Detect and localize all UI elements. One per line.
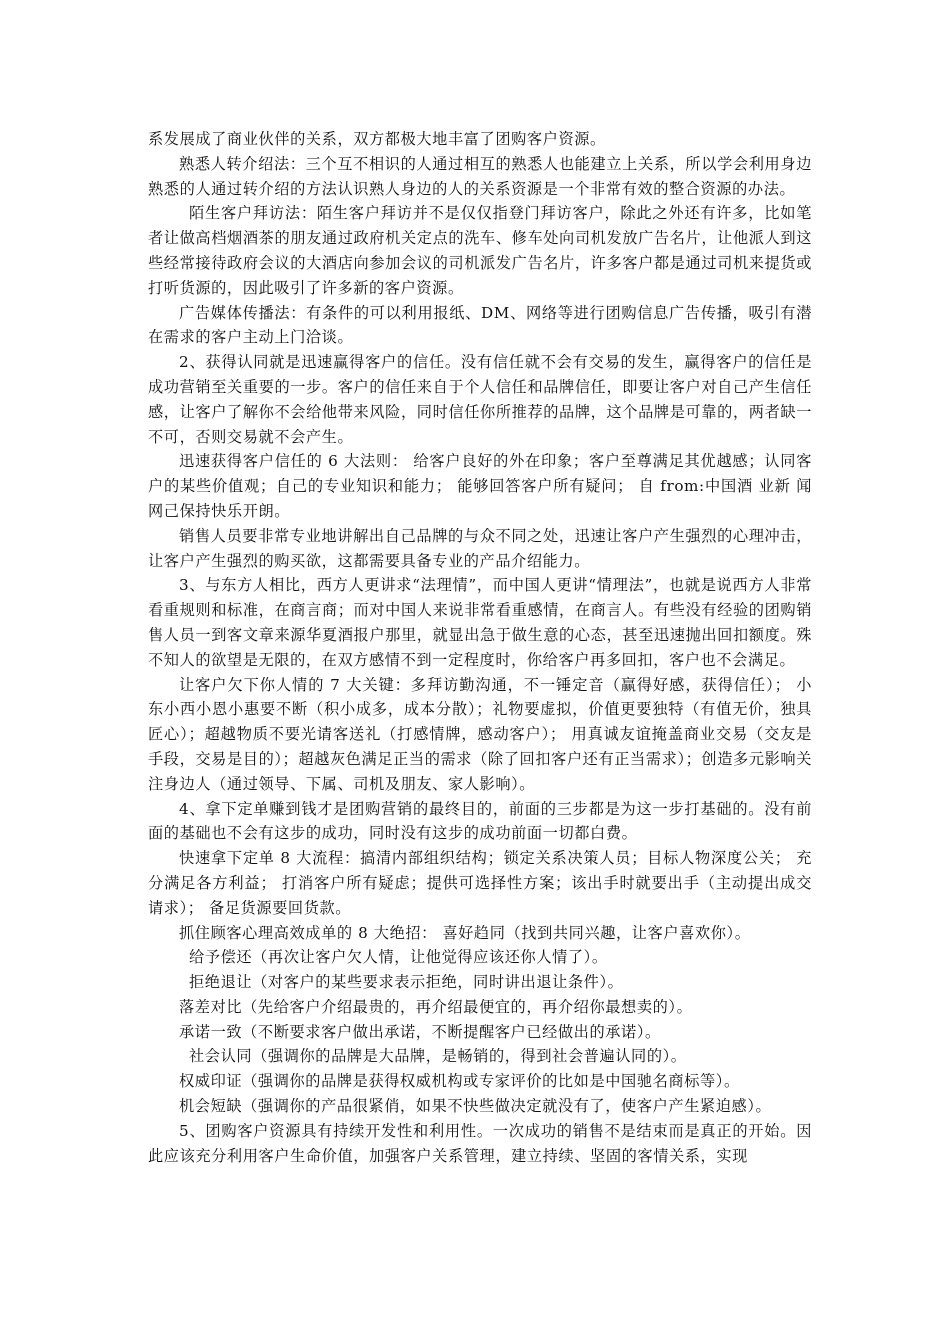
- paragraph: 熟悉人转介绍法：三个互不相识的人通过相互的熟悉人也能建立上关系，所以学会利用身边熟悉的人通过转介绍的方法认识熟人身边的人的关系资源是一个非常有效的整合资源的办法。: [148, 154, 812, 198]
- paragraph: 系发展成了商业伙伴的关系，双方都极大地丰富了团购客户资源。: [148, 130, 606, 148]
- paragraph: 社会认同（强调你的品牌是大品牌，是畅销的，得到社会普遍认同的）。: [189, 1047, 687, 1066]
- paragraph: 承诺一致（不断要求客户做出承诺，不断提醒客户已经做出的承诺）。: [179, 1022, 661, 1041]
- paragraph: 4、拿下定单赚到钱才是团购营销的最终目的，前面的三步都是为这一步打基础的。没有前面的基础也不会有这步的成功，同时没有这步的成功前面一切都白费。: [148, 799, 812, 843]
- paragraph: 2、获得认同就是迅速赢得客户的信任。没有信任就不会有交易的发生，赢得客户的信任是成功营销至关重要的一步。客户的信任来自于个人信任和品牌信任，即要让客户对自己产生信任感，让客户了解你不会给他带来风险，同时信任你所推荐的品牌，这个品牌是可靠的，两者缺一不可，否则交易就不会产生。: [148, 353, 812, 446]
- paragraph: 机会短缺（强调你的产品很紧俏，如果不快些做决定就没有了，使客户产生紧迫感）。: [179, 1097, 772, 1116]
- paragraph: 5、团购客户资源具有持续开发性和利用性。一次成功的销售不是结束而是真正的开始。因此应该充分利用客户生命价值，加强客户关系管理，建立持续、坚固的客情关系，实现: [148, 1121, 812, 1165]
- paragraph: 抓住顾客心理高效成单的 8 大绝招： 喜好趋同（找到共同兴趣，让客户喜欢你）。: [179, 923, 751, 942]
- document-body: [148, 127, 812, 1168]
- paragraph: 迅速获得客户信任的 6 大法则： 给客户良好的外在印象；客户至尊满足其优越感；认同客户的某些价值观；自己的专业知识和能力； 能够回答客户所有疑问； 自 from:中国酒 业新 闻网己保持快乐开朗。: [148, 452, 812, 520]
- paragraph: 陌生客户拜访法：陌生客户拜访并不是仅仅指登门拜访客户，除此之外还有许多，比如笔者让做高档烟酒茶的朋友通过政府机关定点的洗车、修车处向司机发放广告名片，让他派人到这些经常接待政府会议的大酒店向参加会议的司机派发广告名片，许多客户都是通过司机来提货或打听货源的，因此吸引了许多新的客户资源。: [148, 204, 812, 297]
- paragraph: 给予偿还（再次让客户欠人情，让他觉得应该还你人情了）。: [189, 948, 608, 967]
- paragraph: 快速拿下定单 8 大流程：搞清内部组织结构；锁定关系决策人员；目标人物深度公关； 充分满足各方利益； 打消客户所有疑虑；提供可选择性方案；该出手时就要出手（主动提出成交请求）； 备足货源要回货款。: [148, 849, 812, 917]
- paragraph: 拒绝退让（对客户的某些要求表示拒绝，同时讲出退让条件）。: [189, 973, 624, 992]
- paragraph: 3、与东方人相比，西方人更讲求“法理情”，而中国人更讲“情理法”，也就是说西方人非常看重规则和标准，在商言商；而对中国人来说非常看重感情，在商言人。有些没有经验的团购销售人员一到客文章来源华夏酒报户那里，就显出急于做生意的心态，甚至迅速抛出回扣额度。殊不知人的欲望是无限的，在双方感情不到一定程度时，你给客户再多回扣，客户也不会满足。: [148, 576, 812, 669]
- paragraph: 广告媒体传播法：有条件的可以利用报纸、DM、网络等进行团购信息广告传播，吸引有潜在需求的客户主动上门洽谈。: [148, 303, 812, 347]
- paragraph: 落差对比（先给客户介绍最贵的，再介绍最便宜的，再介绍你最想卖的）。: [179, 997, 693, 1016]
- paragraph: 销售人员要非常专业地讲解出自己品牌的与众不同之处，迅速让客户产生强烈的心理冲击，让客户产生强烈的购买欲，这都需要具备专业的产品介绍能力。: [148, 526, 812, 570]
- paragraph: 权威印证（强调你的品牌是获得权威机构或专家评价的比如是中国驰名商标等）。: [179, 1072, 740, 1091]
- paragraph: 让客户欠下你人情的 7 大关键：多拜访勤沟通，不一锤定音（赢得好感，获得信任）； 小东小西小恩小惠要不断（积小成多，成本分散）；礼物要虚拟，价值更要独特（有值无价，独具匠心）；超越物质不要光请客送礼（打感情牌，感动客户）； 用真诚友谊掩盖商业交易（交友是手段，交易是目的）；超越灰色满足正当的需求（除了回扣客户还有正当需求）；创造多元影响关注身边人（通过领导、下属、司机及朋友、家人影响）。: [148, 675, 812, 793]
